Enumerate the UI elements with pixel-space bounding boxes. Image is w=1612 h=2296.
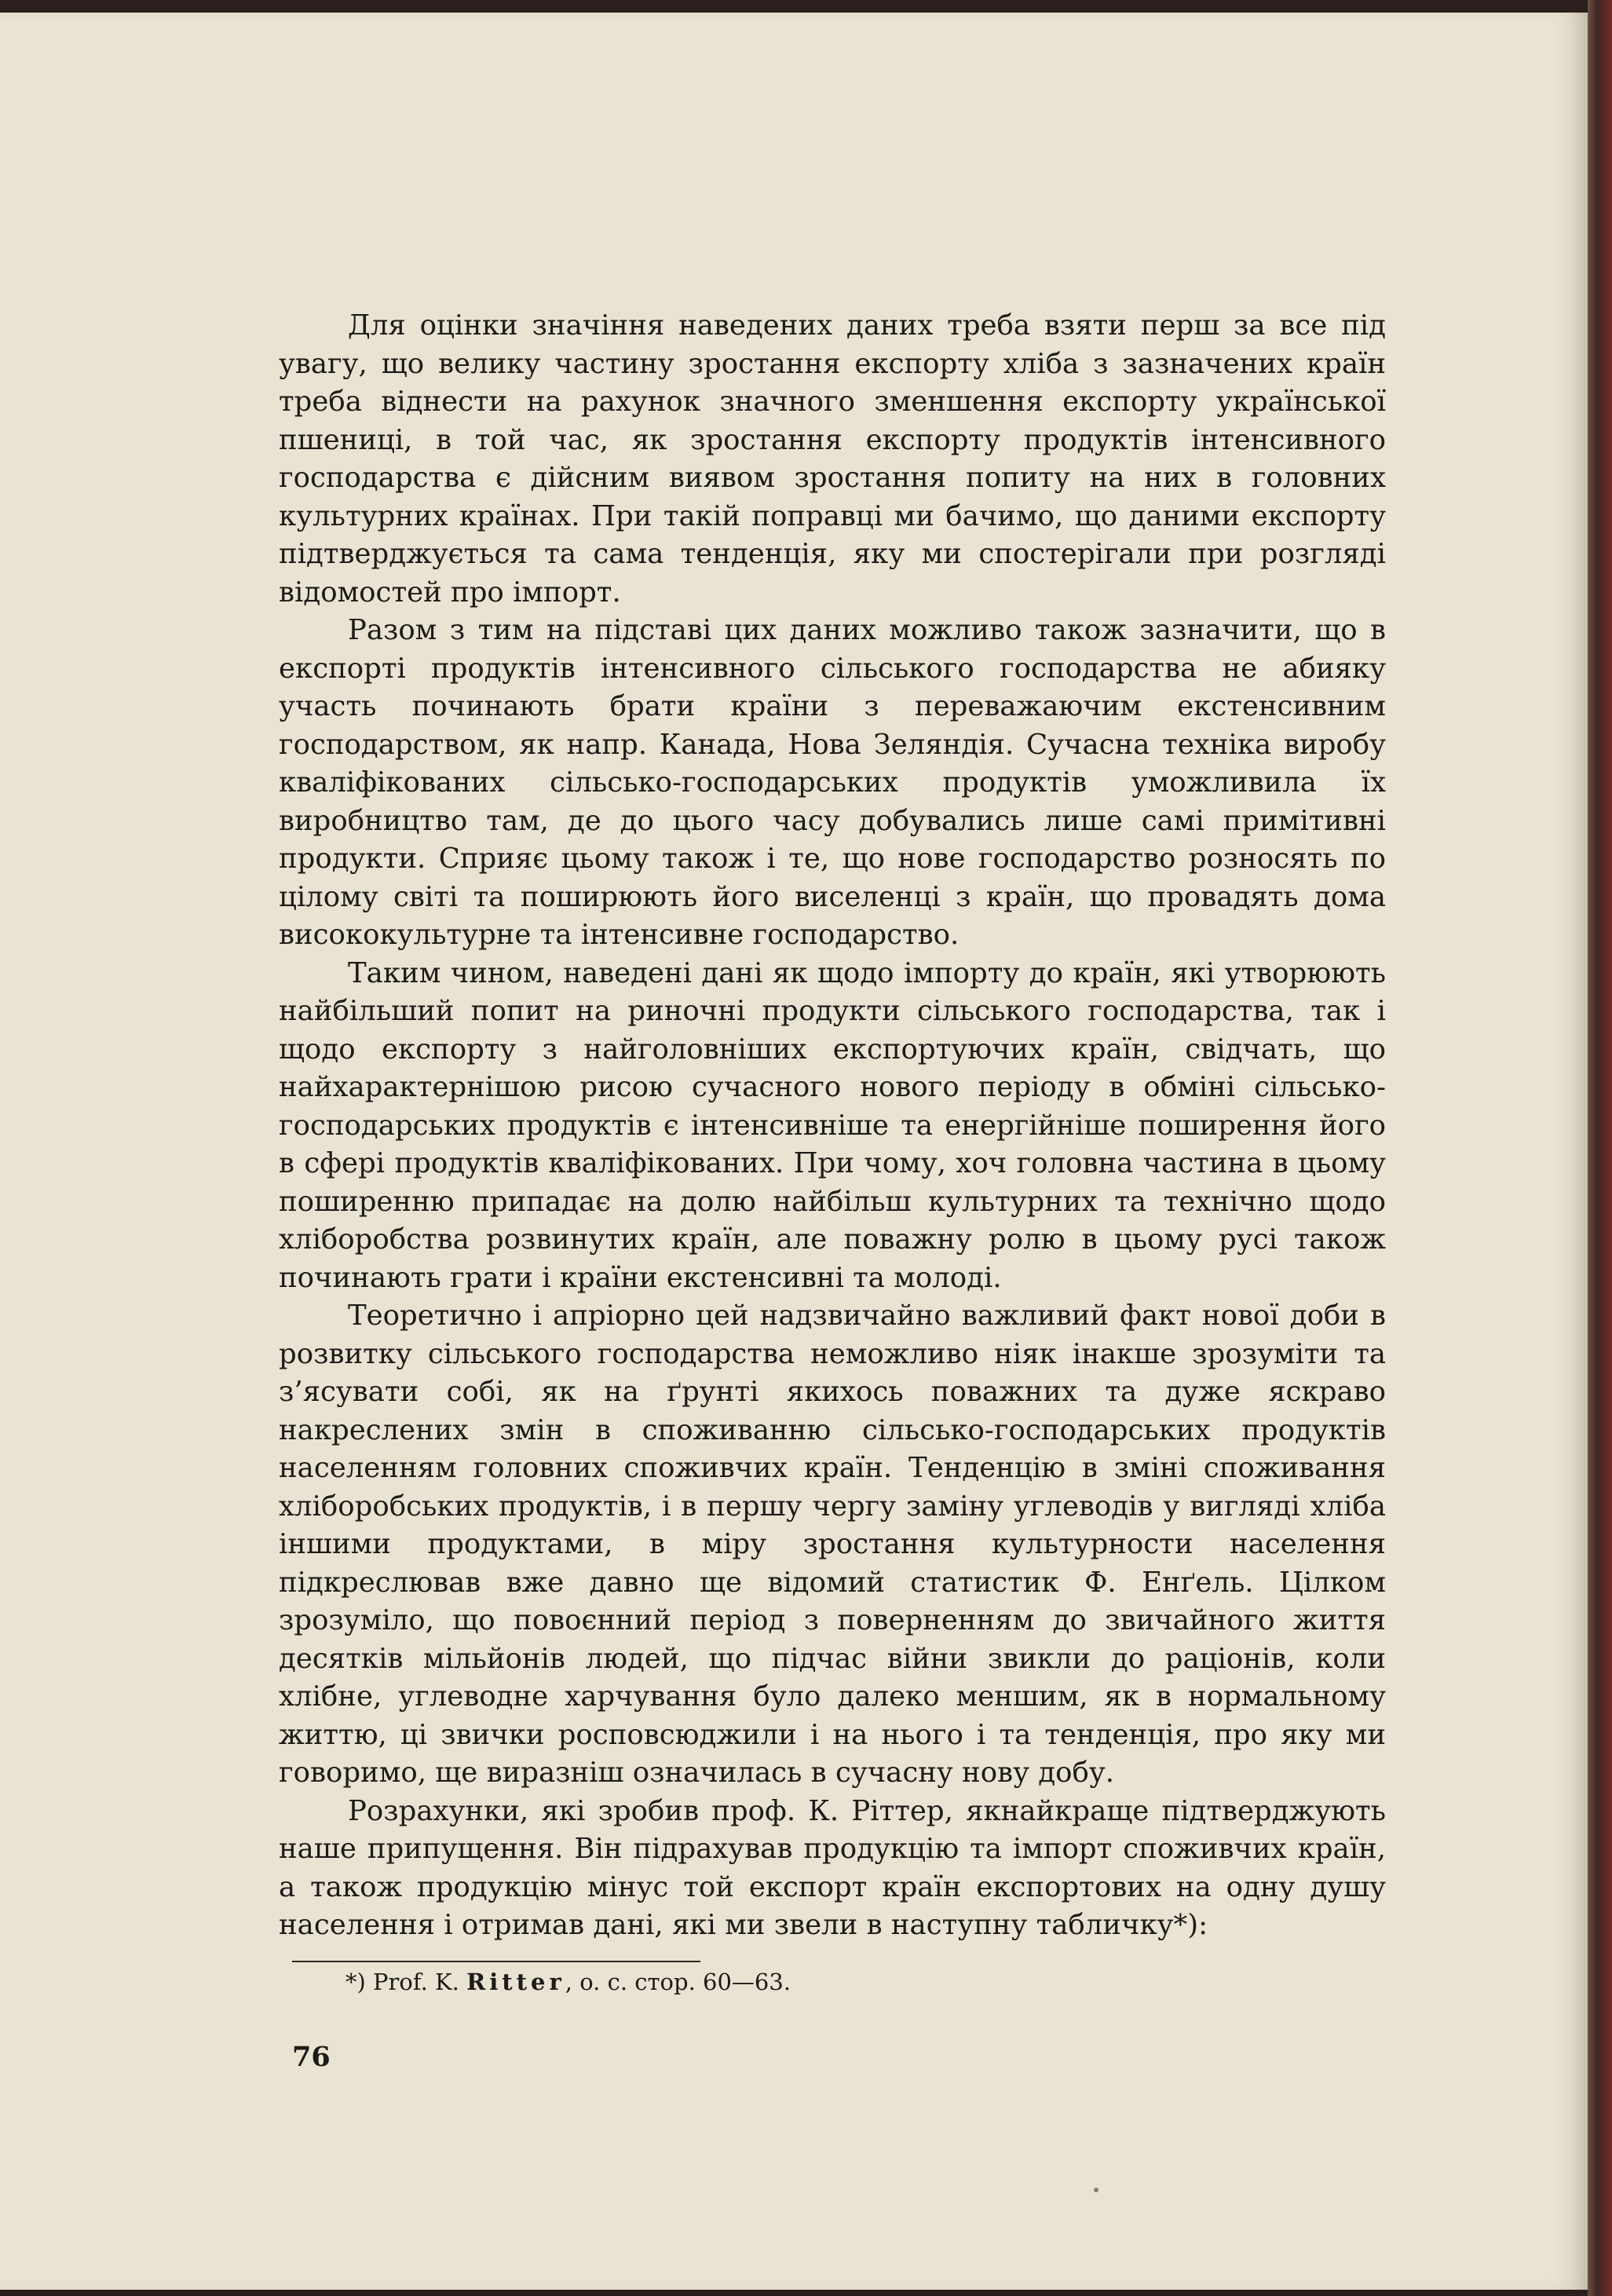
paragraph: Для оцінки значіння наведених даних треба взяти перш за все під увагу, що велику частину зростання експорту хліба з зазначених країн треба віднести на рахунок значного зменшення експорту української пшениці, в той час, як зростання експорту продуктів інтенсивного господарства є дійсним виявом зростання попиту на них в головних культурних країнах. При такій поправці ми бачимо, що даними експорту підтверджується та сама тенденція, яку ми спостерігали при розгляді відомостей про імпорт. <box>279 309 1386 609</box>
book-page <box>0 13 1588 2290</box>
body-text <box>279 307 1386 1945</box>
footnote-separator <box>292 1961 700 1962</box>
page-number: 76 <box>292 2041 331 2073</box>
paragraph: Разом з тим на підставі цих даних можливо також зазначити, що в експорті продуктів інтенсивного сільського господарства не абияку участь починають брати країни з переважаючим екстенсивним господарством, як напр. Канада, Нова Зеляндія. Сучасна техніка виробу кваліфікованих сільсько-господарських продуктів уможливила їх виробництво там, де до цього часу добувались лише самі примітивні продукти. Сприяє цьому також і те, що нове господарство розносять по цілому світі та поширюють його виселенці з країн, що провадять дома висококультурне та інтенсивне господарство. <box>279 614 1386 951</box>
paragraph: Таким чином, наведені дані як щодо імпорту до країн, які утворюють найбільший попит на риночні продукти сільського господарства, так і щодо експорту з найголовніших експортуючих країн, свідчать, що найхарактернішою рисою сучасного нового періоду в обміні сільсько-господарських продуктів є інтенсивніше та енергійніше поширення його в сфері продуктів кваліфікованих. При чому, хоч головна частина в цьому поширенню припадає на долю найбільш культурних та технічно щодо хліборобства розвинутих країн, але поважну ролю в цьому русі також починають грати і країни екстенсивні та молоді. <box>279 956 1386 1294</box>
footnote-marker: *) <box>345 1969 366 1995</box>
footnote <box>345 1966 791 1998</box>
footnote-prefix: Prof. K. <box>373 1969 459 1995</box>
book-edge <box>1588 0 1612 2296</box>
footnote-suffix: , o. c. стор. 60—63. <box>565 1969 791 1995</box>
footnote-author: Ritter <box>466 1969 565 1995</box>
paragraph: Теоретично і апріорно цей надзвичайно важливий факт нової доби в розвитку сільського господарства неможливо ніяк інакше зрозуміти та з’ясувати собі, як на ґрунті якихось поважних та дуже яскраво накреслених змін в споживанню сільсько-господарських продуктів населенням головних споживчих країн. Тенденцію в зміні споживання хліборобських продуктів, і в першу чергу заміну углеводів у вигляді хліба іншими продуктами, в міру зростання культурности населення підкреслював вже давно ще відомий статистик Ф. Енґель. Цілком зрозуміло, що повоєнний період з поверненням до звичайного життя десятків мільйонів людей, що підчас війни звикли до раціонів, коли хлібне, углеводне харчування було далеко меншим, як в нормальному життю, ці звички росповсюджили і на нього і та тенденція, про яку ми говоримо, ще виразніш означилась в сучасну нову добу. <box>279 1300 1386 1789</box>
paragraph: Розрахунки, які зробив проф. К. Ріттер, якнайкраще підтверджують наше припущення. Він підрахував продукцію та імпорт споживчих країн, а також продукцію мінус той експорт країн експортових на одну душу населення і отримав дані, які ми звели в наступну табличку*): <box>279 1794 1386 1941</box>
paper-speck <box>1094 2188 1098 2192</box>
